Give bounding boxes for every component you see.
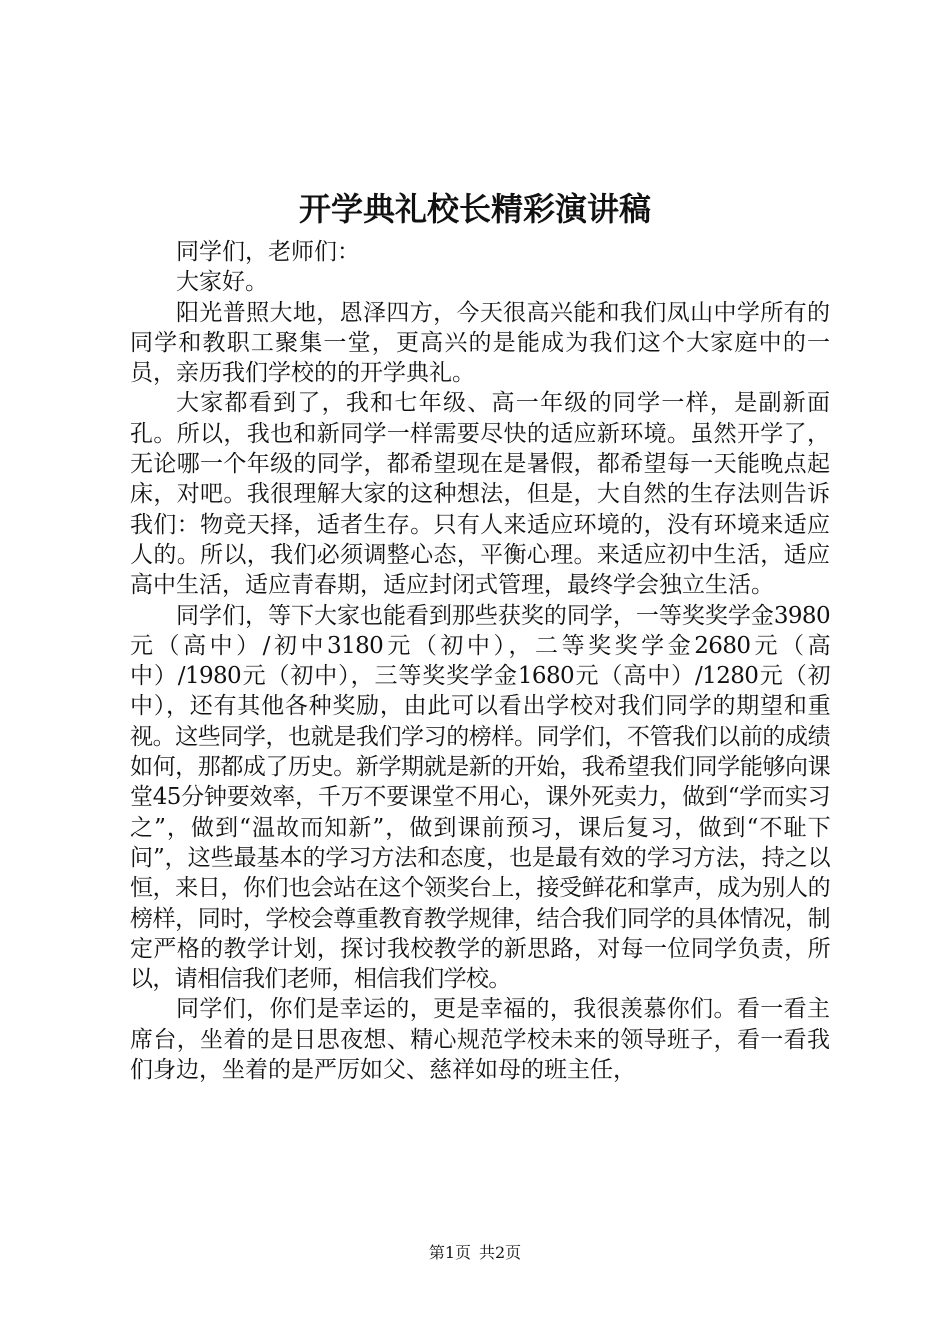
document-body xyxy=(130,237,830,1085)
salutation-paragraph: 同学们，老师们： xyxy=(176,239,360,265)
greeting-paragraph: 大家好。 xyxy=(176,269,268,296)
body-paragraph: 阳光普照大地，恩泽四方，今天很高兴能和我们凤山中学所有的同学和教职工聚集一堂，更高兴的是能成为我们这个大家庭中的一员，亲历我们学校的的开学典礼。 xyxy=(130,299,830,387)
body-paragraph: 同学们，你们是幸运的，更是幸福的，我很羡慕你们。看一看主席台，坐着的是日思夜想、精心规范学校未来的领导班子，看一看我们身边，坐着的是严厉如父、慈祥如母的班主任， xyxy=(130,996,830,1084)
document-title: 开学典礼校长精彩演讲稿 xyxy=(298,190,651,228)
page-number: 第1页 xyxy=(428,1243,471,1262)
page-total: 共2页 xyxy=(479,1243,522,1262)
body-paragraph: 同学们，等下大家也能看到那些获奖的同学，一等奖奖学金3980元（高中）/初中3180元（初中），二等奖奖学金2680元（高中）/1980元（初中），三等奖奖学金1680元（高中）/1280元（初中），还有其他各种奖励，由此可以看出学校对我们同学的期望和重视。这些同学，也就是我们学习的榜样。同学们，不管我们以前的成绩如何，那都成了历史。新学期就是新的开始，我希望我们同学能够向课堂45分钟要效率，千万不要课堂不用心，课外死卖力，做到“学而实习之”，做到“温故而知新”，做到课前预习，课后复习，做到“不耻下问”，这些最基本的学习方法和态度，也是最有效的学习方法，持之以恒，来日，你们也会站在这个领奖台上，接受鲜花和掌声，成为别人的榜样，同时，学校会尊重教育教学规律，结合我们同学的具体情况，制定严格的教学计划，探讨我校教学的新思路，对每一位同学负责，所以，请相信我们老师，相信我们学校。 xyxy=(130,602,830,993)
page-footer xyxy=(0,1242,950,1264)
body-paragraph: 大家都看到了，我和七年级、高一年级的同学一样，是副新面孔。所以，我也和新同学一样需要尽快的适应新环境。虽然开学了，无论哪一个年级的同学，都希望现在是暑假，都希望每一天能晚点起床，对吧。我很理解大家的这种想法，但是，大自然的生存法则告诉我们：物竞天择，适者生存。只有人来适应环境的，没有环境来适应人的。所以，我们必须调整心态，平衡心理。来适应初中生活，适应高中生活，适应青春期，适应封闭式管理，最终学会独立生活。 xyxy=(130,390,830,599)
